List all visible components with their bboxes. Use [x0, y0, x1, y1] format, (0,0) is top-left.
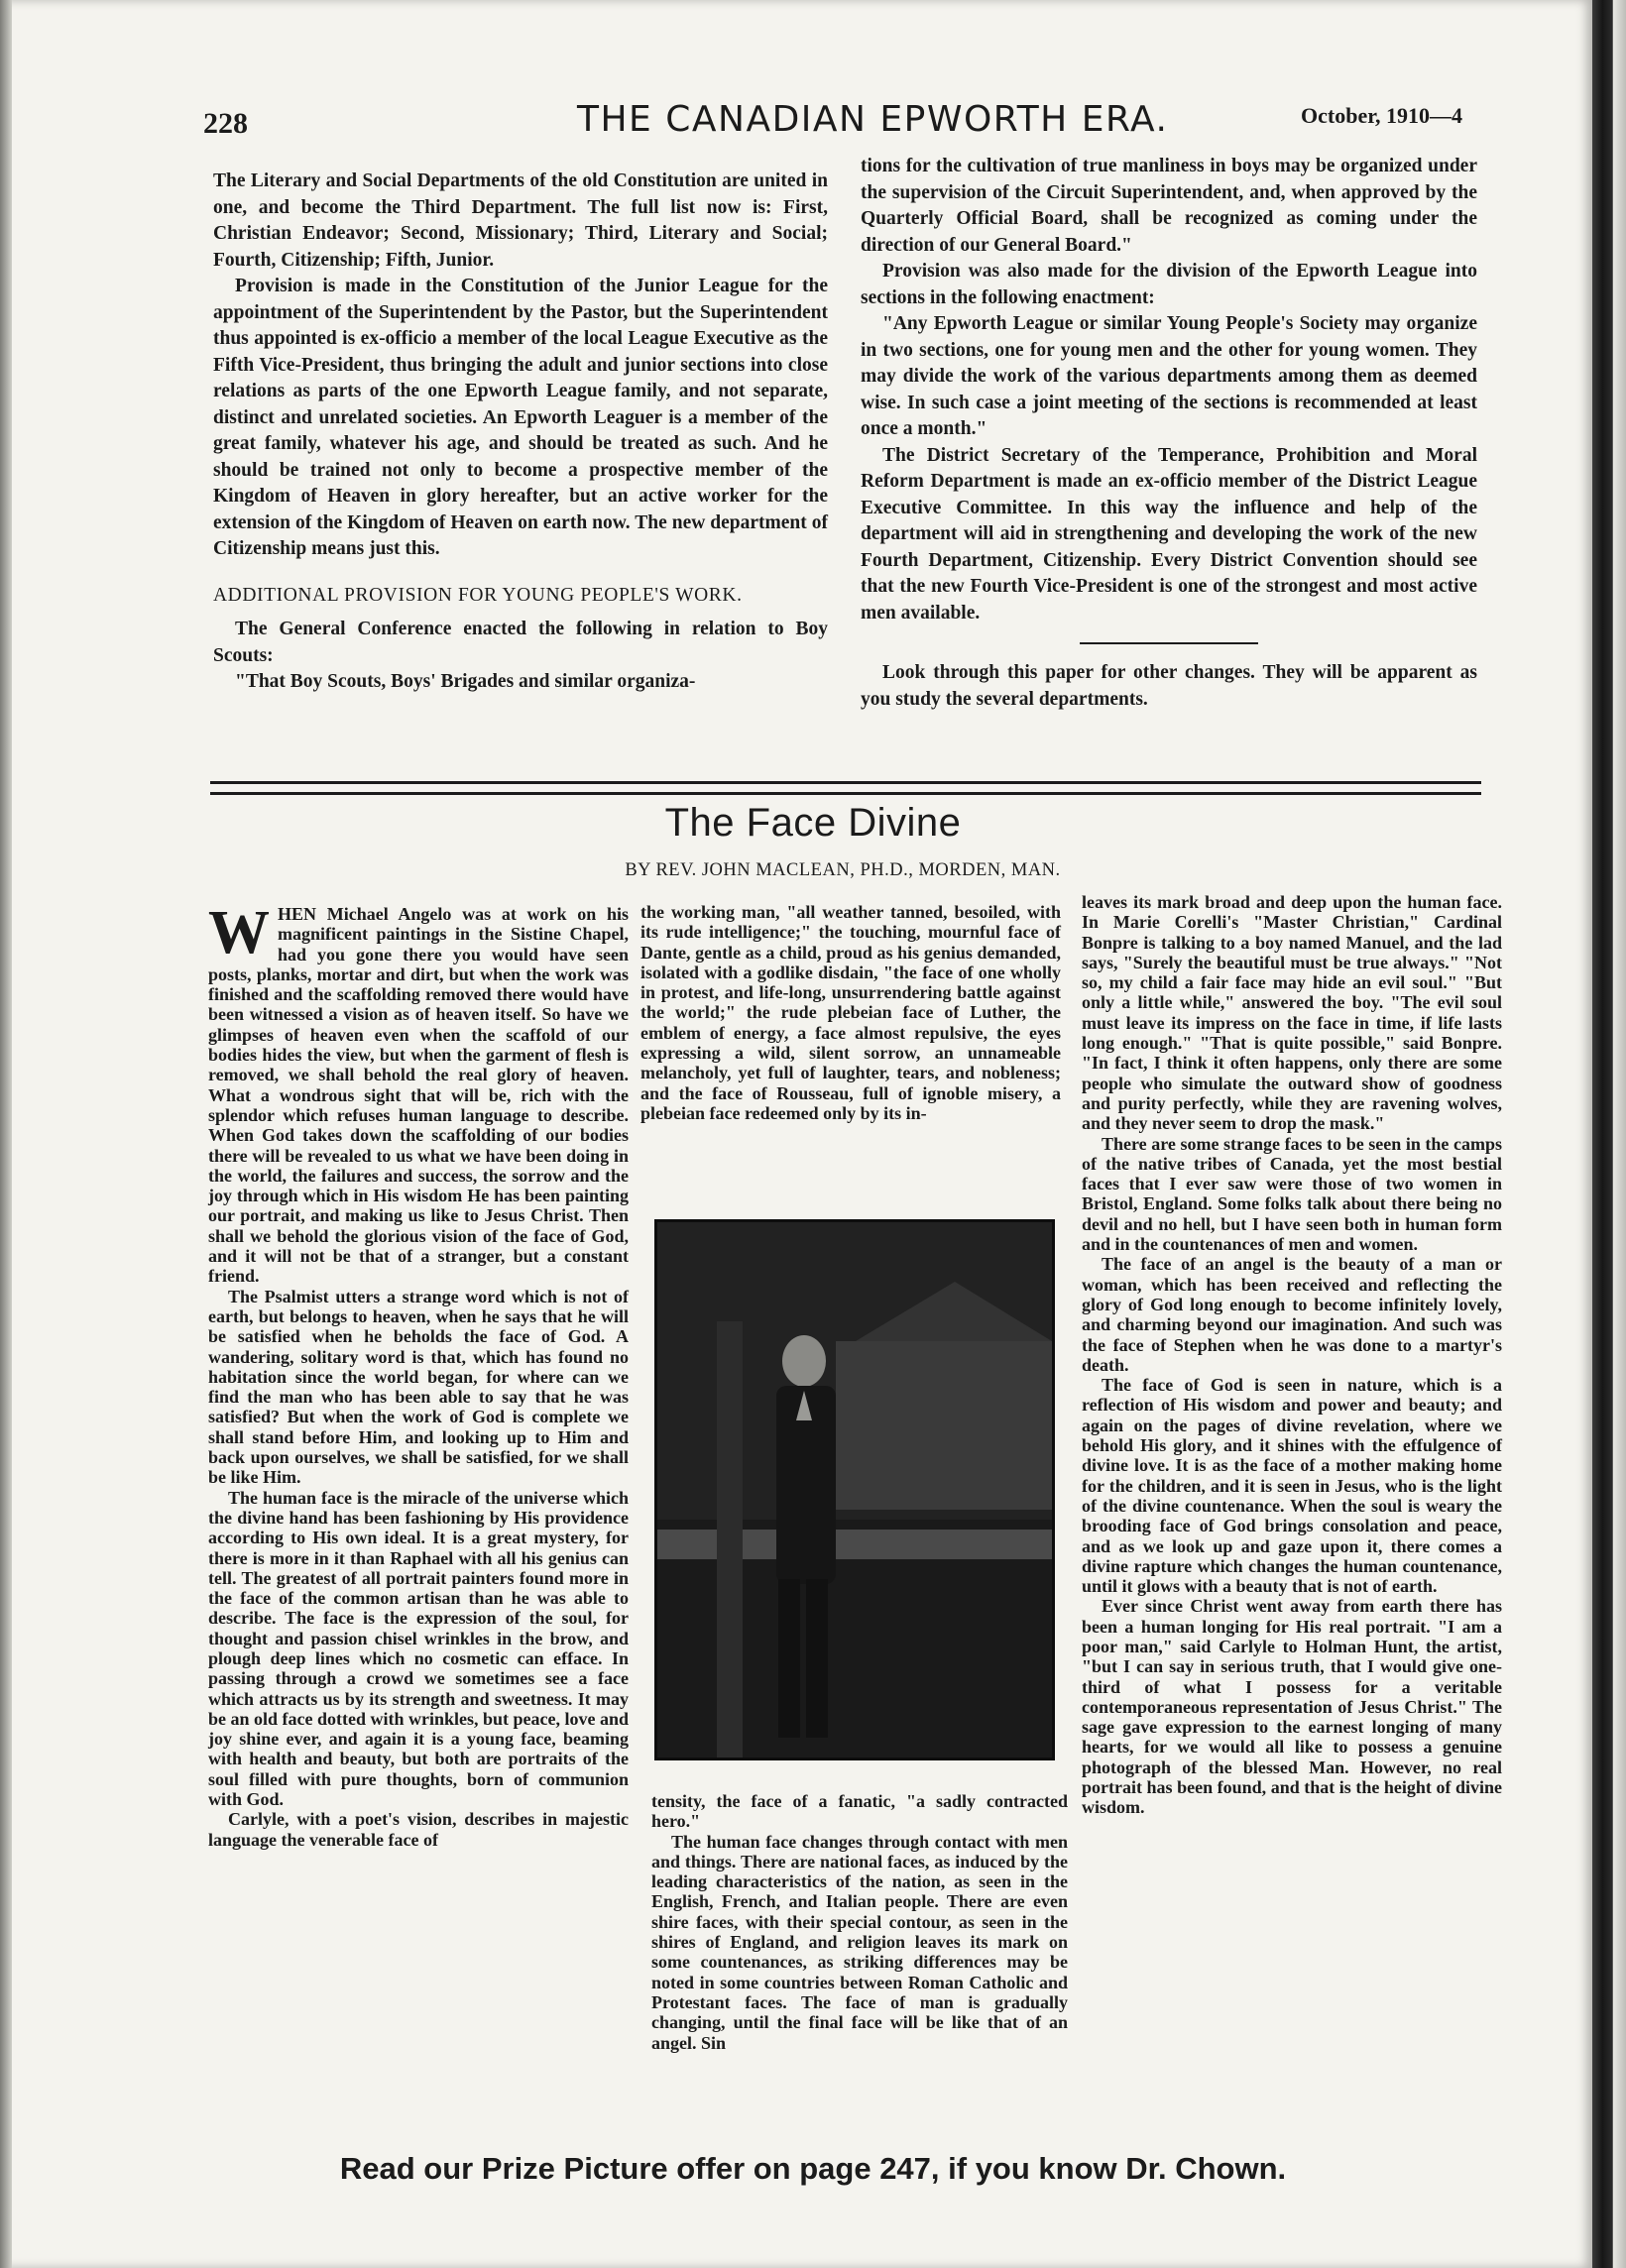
binding-shadow: [0, 0, 12, 2268]
paragraph: Provision was also made for the division of the Epworth League into sections in the following enactment:: [861, 261, 1477, 308]
paragraph: "Any Epworth League or similar Young People's Society may organize in two sections, one for young men and the other for young women. They may divide the work of the various departments among them as deemed wise. In such case a joint meeting of the sections is recommended at least once a month.": [861, 313, 1477, 439]
paragraph: The face of God is seen in nature, which is a reflection of His wisdom and power and beauty; and again on the pages of divine revelation, where we behold His glory, and it shines with the effulgence of divine love. It is as the face of a mother making home for the children, and it is seen in Jesus, who is the light of the divine countenance. When the soul is weary the brooding face of God brings consolation and peace, and as we look up and gaze upon it, there comes a divine rapture which changes the human countenance, until it glows with a beauty that is not of earth.: [1082, 1375, 1502, 1597]
paragraph: tensity, the face of a fanatic, "a sadly contracted hero.": [651, 1791, 1068, 1832]
book-edge: [1592, 0, 1626, 2268]
top-left-column: [213, 169, 828, 696]
paragraph: The Psalmist utters a strange word which is not of earth, but belongs to heaven, when he says that he will be satisfied when he beholds the face of God. A wandering, solitary word is that, which has found no habitation since the world began, for where can we find the man who has been able to say that he was satisfied? But when the work of God is complete we shall stand before Him, and looking up to Him and back upon ourselves, we shall be satisfied, for we shall be like Him.: [208, 1286, 629, 1488]
paragraph: There are some strange faces to be seen in the camps of the native tribes of Canada, yet the most bestial faces that I ever saw were those of two women in Bristol, England. Some folks talk about there being no devil and no hell, but I have seen both in human form and in the countenances of men and women.: [1082, 1133, 1502, 1255]
page-number: 228: [203, 107, 248, 140]
drop-cap: W: [208, 899, 270, 966]
article-column-2-top: [640, 902, 1061, 1123]
paragraph: The human face changes through contact with men and things. There are national faces, as induced by the leading characteristics of the nation, as seen in the English, French, and Italian people. There are even shire faces, with their special contour, as seen in the shires of England, and religion leaves its mark on some countenances, as striking differences may be noted in some countries between Roman Catholic and Protestant faces. The face of man is gradually changing, until the final face will be like that of an angel. Sin: [651, 1831, 1068, 2053]
article-byline: BY REV. JOHN MACLEAN, PH.D., MORDEN, MAN.: [625, 860, 1061, 880]
portrait-photo-image: [657, 1222, 1052, 1758]
paragraph: leaves its mark broad and deep upon the human face. In Marie Corelli's "Master Christian," Cardinal Bonpre is talking to a boy named Manuel, and the lad says, "Surely the beautiful must be true always." "Not so, my child a fair face may hide an evil soul." "But only a little while," answered the boy. "The evil soul must leave its impress on the face in time, if life lasts long enough." "That is quite possible," said Bonpre. "In fact, I think it often happens, only there are some people who simulate the outward show of goodness and purity perfectly, while they are ravening wolves, and they never seem to drop the mask.": [1082, 892, 1502, 1134]
double-rule-divider: [210, 781, 1481, 795]
paragraph: tions for the cultivation of true manliness in boys may be organized under the supervision of the Circuit Superintendent, and, when approved by the Quarterly Official Board, shall be recognized as coming under the direction of our General Board.": [861, 156, 1477, 256]
paragraph: Provision is made in the Constitution of the Junior League for the appointment of the Superintendent by the Pastor, but the Superintendent thus appointed is ex-officio a member of the local League Executive as the Fifth Vice-President, thus bringing the adult and junior sections into close relations as parts of the one Epworth League family, and not separate, distinct and unrelated societies. An Epworth Leaguer is a member of the great family, whatever his age, and should be treated as such. And he should be trained not only to become a prospective member of the Kingdom of Heaven in glory hereafter, but an active worker for the extension of the Kingdom of Heaven on earth now. The new department of Citizenship means just this.: [213, 276, 828, 559]
paragraph: Ever since Christ went away from earth there has been a human longing for His real portrait. "I am a poor man," said Carlyle to Holman Hunt, the artist, "but I can say in serious truth, that I would give one-third of what I possess for a veritable contemporaneous representation of Jesus Christ." The sage gave expression to the earnest longing of many hearts, for we would all like to possess a genuine photograph of the blessed Man. However, no real portrait has been found, and that is the height of divine wisdom.: [1082, 1596, 1502, 1818]
author-photograph: [654, 1219, 1055, 1760]
paragraph-text: HEN Michael Angelo was at work on his magnificent paintings in the Sistine Chapel, had you gone there you would have seen posts, planks, mortar and dirt, but when the work was finished and the scaffolding removed there would have been witnessed a vision as of heaven itself. So have we glimpses of heaven even when the scaffold of our bodies hides the view, but when the garment of flesh is removed, we shall behold the real glory of heaven. What a wondrous sight that will be, rich with the splendor which refuses human language to describe. When God takes down the scaffolding of our bodies there will be revealed to us what we have been doing in the world, the failures and success, the sorrow and the joy through which in His wisdom He has been painting our portrait, and making us like to Jesus Christ. Then shall we behold the glorious vision of the face of God, and it will not be that of a stranger, but a constant friend.: [208, 904, 629, 1287]
page-header: [203, 99, 1462, 149]
article-column-3: [1082, 892, 1502, 1818]
paragraph: Carlyle, with a poet's vision, describes in majestic language the venerable face of: [208, 1809, 629, 1850]
section-heading: ADDITIONAL PROVISION FOR YOUNG PEOPLE'S WORK.: [213, 584, 743, 606]
paragraph: The human face is the miracle of the universe which the divine hand has been fashioning by His providence according to His own ideal. It is a great mystery, for there is more in it than Raphael with all his genius can tell. The greatest of all portrait painters found more in the face of the common artisan than he was able to describe. The face is the expression of the soul, for thought and passion chisel wrinkles in the brow, and plough deep lines which no cosmetic can efface. In passing through a crowd we sometimes see a face which attracts us by its strength and sweetness. It may be an old face dotted with wrinkles, but peace, love and joy shine ever, and again it is a young face, beaming with health and beauty, but both are portraits of the soul filled with pure thoughts, born of communion with God.: [208, 1487, 630, 1810]
paragraph: The Literary and Social Departments of the old Constitution are united in one, and become the Third Department. The full list now is: First, Christian Endeavor; Second, Missionary; Third, Literary and Social; Fourth, Citizenship; Fifth, Junior.: [213, 170, 828, 271]
top-right-column: [861, 154, 1477, 713]
paragraph: Look through this paper for other changes. They will be apparent as you study the several departments.: [861, 662, 1477, 710]
paragraph: [208, 899, 629, 1287]
masthead-title: THE CANADIAN EPWORTH ERA.: [577, 99, 1169, 140]
paragraph: "That Boy Scouts, Boys' Brigades and similar organiza-: [235, 671, 696, 692]
paragraph: the working man, "all weather tanned, besoiled, with its rude intelligence;" the touching, mournful face of Dante, gentle as a child, proud as his genius demanded, isolated with a godlike disdain, "the face of one wholly in protest, and life-long, unsurrendering battle against the world;" the rude plebeian face of Luther, the emblem of energy, a face almost repulsive, the eyes expressing a wild, silent sorrow, an unnameable melancholy, yet full of laughter, tears, and nobleness; and the face of Rousseau, full of ignoble misery, a plebeian face redeemed only by its in-: [640, 902, 1061, 1123]
article-column-2-bottom: [651, 1791, 1068, 2053]
issue-date: October, 1910—4: [1301, 103, 1462, 128]
divider: [1080, 642, 1258, 644]
paragraph: The face of an angel is the beauty of a man or woman, which has been received and reflecting the glory of God long enough to become infinitely lovely, and charming beyond our imagination. And such was the face of Stephen when he was done to a martyr's death.: [1082, 1254, 1502, 1375]
paragraph: The General Conference enacted the following in relation to Boy Scouts:: [213, 619, 828, 666]
article-column-1: [208, 899, 630, 1850]
article-title: The Face Divine: [664, 801, 962, 845]
prize-picture-notice: Read our Prize Picture offer on page 247, if you know Dr. Chown.: [339, 2151, 1287, 2186]
paragraph: The District Secretary of the Temperance, Prohibition and Moral Reform Department is made an ex-officio member of the District League Executive Committee. In this way the influence and help of the department will aid in strengthening and developing the work of the new Fourth Department, Citizenship. Every District Convention should see that the new Fourth Vice-President is one of the strongest and most active men available.: [861, 444, 1477, 624]
